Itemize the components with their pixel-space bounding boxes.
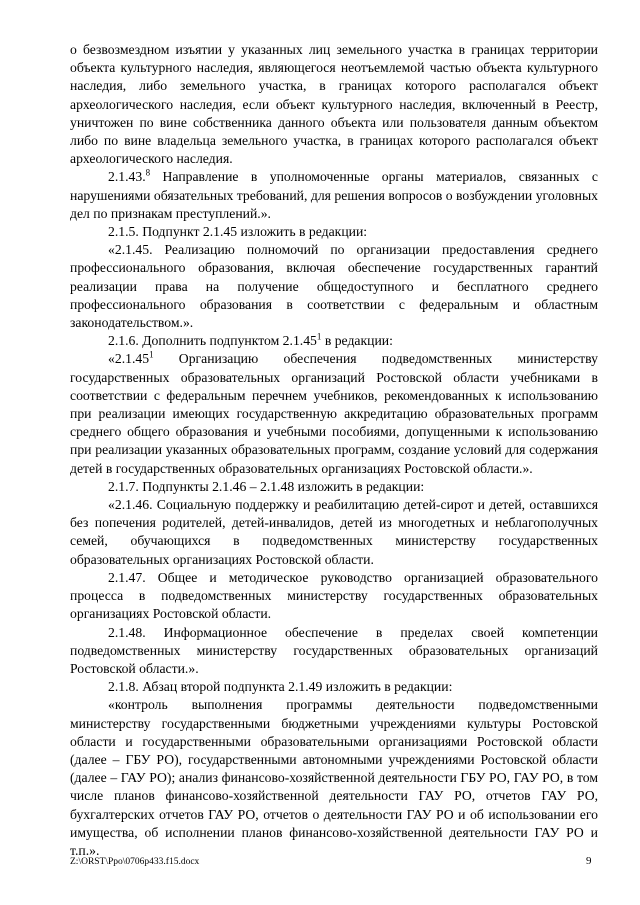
superscript: 8	[145, 167, 151, 178]
paragraph-continuation: о безвозмездном изъятии у указанных лиц земельного участка в границах территории объекта культурного наследия, являющегося неотъемлемой частью объекта культурного наследия, либо земельного участка, в границах которого располагался объект археологического наследия, если объект культурного наследия, включенный в Реестр, уничтожен по вине собственника данного объекта или пользователя данным объектом либо по вине владельца земельного участка, в границах которого располагался объект археологического наследия.	[70, 42, 598, 167]
paragraph-2-1-8: 2.1.8. Абзац второй подпункта 2.1.49 изложить в редакции:	[108, 679, 453, 695]
clause-text: Организацию обеспечения подведомственных министерству государственных образовательных организаций Ростовской области учебниками в соответствии с федеральным перечнем учебников, рекомендованных к использованию при реализации имеющих государственную аккредитацию образовательных программ среднего общего образования и учебными пособиями, допущенными к использованию при реализации указанных образовательных программ, создание условий для содержания детей в государственных образовательных организациях Ростовской области.».	[70, 351, 598, 476]
clause-number: 2.1.43.	[108, 169, 146, 185]
paragraph-2-1-49-quote: «контроль выполнения программы деятельности подведомственными министерству государственными бюджетными учреждениями культуры Ростовской области и государственными образовательными организациями Ростовской области (далее – ГБУ РО), государственными автономными учреждениями Ростовской области (далее – ГАУ РО); анализ финансово-хозяйственной деятельности ГБУ РО, ГАУ РО, в том числе планов финансово-хозяйственной деятельности ГАУ РО, отчетов ГАУ РО, бухгалтерских отчетов ГАУ РО, отчетов о деятельности ГАУ РО и об использовании его имущества, об исполнении планов финансово-хозяйственной деятельности ГАУ РО и т.п.».	[70, 697, 598, 858]
page-number: 9	[586, 855, 592, 867]
paragraph-2-1-47: 2.1.47. Общее и методическое руководство организацией образовательного процесса в подведомственных министерству государственных образовательных организациях Ростовской области.	[70, 569, 598, 622]
footer-file-path: Z:\ORST\Ppo\0706p433.f15.docx	[70, 857, 200, 867]
paragraph-2-1-6	[70, 332, 598, 350]
superscript: 1	[149, 349, 154, 360]
document-body	[70, 41, 598, 860]
paragraph-2-1-48: 2.1.48. Информационное обеспечение в пределах своей компетенции подведомственных министерству государственных образовательных организаций Ростовской области.».	[70, 624, 598, 676]
clause-text: в редакции:	[321, 333, 393, 349]
clause-number: «2.1.45	[108, 351, 150, 367]
superscript: 1	[316, 331, 322, 342]
clause-text: Направление в уполномоченные органы материалов, связанных с нарушениями обязательных требований, для решения вопросов о возбуждении уголовных дел по признакам преступлений.».	[70, 169, 598, 221]
paragraph-2-1-7: 2.1.7. Подпункты 2.1.46 – 2.1.48 изложить в редакции:	[108, 478, 425, 494]
paragraph-2-1-45-1	[70, 350, 598, 477]
paragraph-2-1-45: «2.1.45. Реализацию полномочий по организации предоставления среднего профессионального образования, включая обеспечение государственных гарантий реализации права на получение общедоступного и бесплатного среднего профессионального образования в соответствии с федеральным и областным законодательством.».	[70, 242, 598, 331]
clause-number: 2.1.6. Дополнить подпунктом 2.1.45	[108, 333, 317, 349]
paragraph-2-1-5: 2.1.5. Подпункт 2.1.45 изложить в редакции:	[108, 224, 368, 240]
paragraph-2-1-46: «2.1.46. Социальную поддержку и реабилитацию детей-сирот и детей, оставшихся без попечения родителей, детей-инвалидов, детей из многодетных и неблагополучных семей, обучающихся в подведомственных министерству государственных образовательных организациях Ростовской области.	[70, 497, 598, 567]
paragraph-2-1-43-8	[70, 168, 598, 223]
